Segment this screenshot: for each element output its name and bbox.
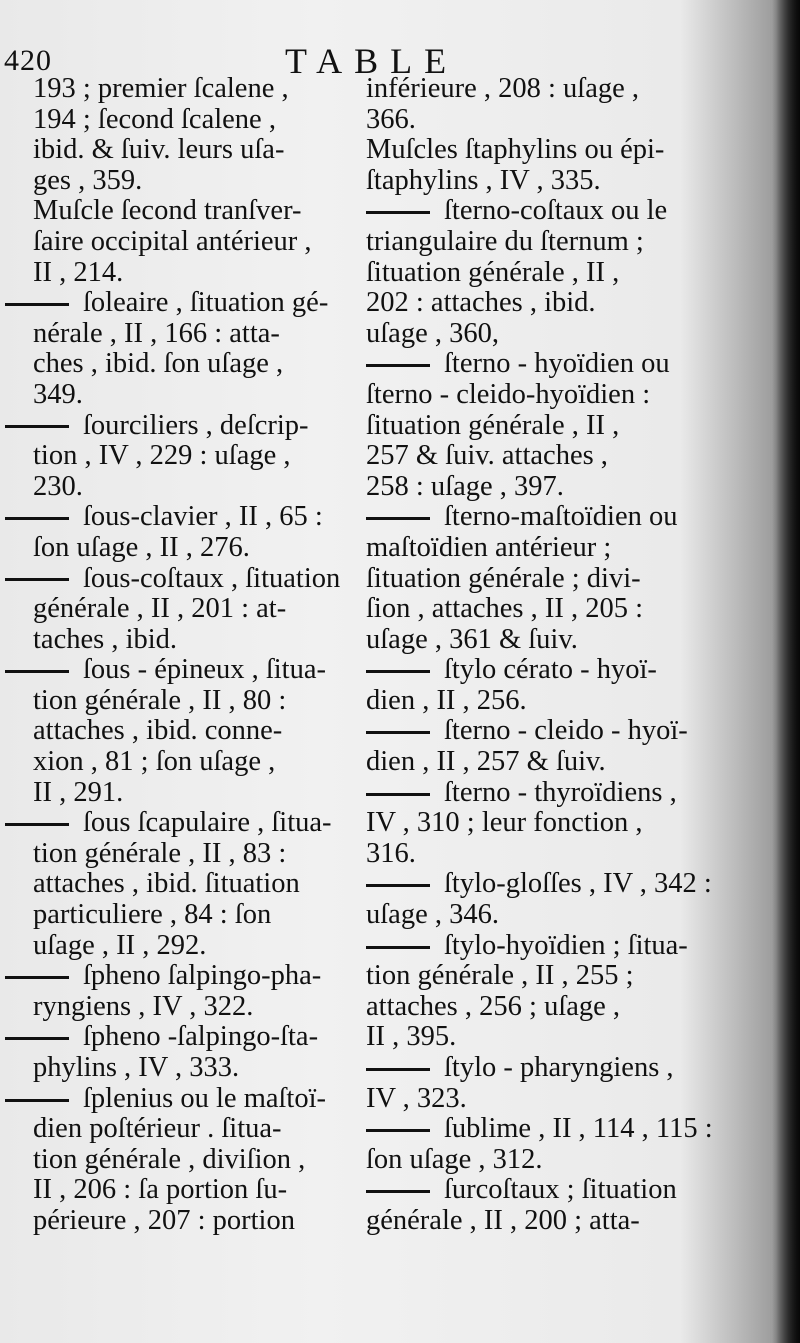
index-line-text: uſage , 361 & ſuiv. bbox=[366, 623, 578, 655]
index-line-text: ſon uſage , II , 276. bbox=[33, 531, 250, 563]
index-line-text: inférieure , 208 : uſage , bbox=[366, 73, 640, 104]
index-line-text: dien , II , 256. bbox=[366, 684, 527, 716]
index-line bbox=[366, 196, 706, 227]
index-line bbox=[33, 564, 348, 595]
index-line bbox=[366, 564, 706, 595]
repeat-entry-dash bbox=[5, 670, 69, 673]
repeat-entry-dash bbox=[366, 1129, 430, 1132]
index-line-text: Muſcle ſecond tranſver- bbox=[33, 195, 302, 227]
index-line bbox=[366, 166, 706, 197]
repeat-entry-dash bbox=[5, 1037, 69, 1040]
index-line-text: ſterno - hyoïdien ou bbox=[444, 348, 670, 380]
index-line bbox=[33, 655, 348, 686]
index-line bbox=[33, 778, 348, 809]
index-line bbox=[33, 258, 348, 289]
index-line bbox=[366, 74, 706, 105]
repeat-entry-dash bbox=[5, 303, 69, 306]
index-line-text: 230. bbox=[33, 470, 83, 502]
index-line bbox=[366, 1175, 706, 1206]
index-line-text: uſage , II , 292. bbox=[33, 929, 207, 961]
index-line bbox=[366, 716, 706, 747]
index-line-text: ſous ſcapulaire , ſitua- bbox=[83, 807, 332, 839]
index-line-text: tion générale , II , 255 ; bbox=[366, 960, 634, 992]
repeat-entry-dash bbox=[5, 425, 69, 428]
index-line-text: ſtylo-gloſſes , IV , 342 : bbox=[444, 868, 712, 900]
index-line-text: taches , ibid. bbox=[33, 623, 178, 655]
index-line-text: ſterno - cleido-hyoïdien : bbox=[366, 378, 651, 410]
index-line bbox=[366, 441, 706, 472]
index-line bbox=[366, 747, 706, 778]
index-line bbox=[33, 349, 348, 380]
index-line bbox=[366, 1113, 713, 1145]
index-line-text: uſage , 346. bbox=[366, 899, 499, 931]
index-line bbox=[33, 441, 348, 472]
index-line-text: ſterno - cleido - hyoï- bbox=[444, 715, 688, 747]
repeat-entry-dash bbox=[366, 793, 430, 796]
index-line bbox=[33, 900, 348, 931]
index-line bbox=[33, 1053, 348, 1084]
index-line bbox=[33, 533, 348, 564]
index-line-text: ryngiens , IV , 322. bbox=[33, 990, 254, 1022]
index-line bbox=[366, 686, 706, 717]
index-line-text: ſterno-maſtoïdien ou bbox=[444, 501, 678, 533]
index-line-text: maſtoïdien antérieur ; bbox=[366, 531, 612, 563]
index-line bbox=[33, 1145, 348, 1176]
index-line-text: générale , II , 201 : at- bbox=[33, 593, 287, 625]
index-line bbox=[366, 808, 706, 839]
index-line-text: IV , 323. bbox=[366, 1082, 467, 1114]
index-line bbox=[366, 868, 712, 900]
index-line-text: attaches , ibid. ſituation bbox=[33, 868, 300, 900]
repeat-entry-dash bbox=[366, 1190, 430, 1193]
index-line bbox=[366, 839, 706, 870]
index-line bbox=[33, 105, 348, 136]
index-line-text: ſoleaire , ſituation gé- bbox=[83, 287, 329, 319]
index-line-text: Muſcles ſtaphylins ou épi- bbox=[366, 134, 665, 166]
index-line bbox=[33, 686, 348, 717]
index-line bbox=[366, 288, 706, 319]
index-line-text: ſpheno -ſalpingo-ſta- bbox=[83, 1021, 319, 1053]
page-edge-shadow bbox=[772, 0, 800, 1343]
index-line-text: dien poſtérieur . ſitua- bbox=[33, 1113, 282, 1145]
index-line bbox=[366, 135, 706, 166]
index-line bbox=[33, 227, 348, 258]
index-line bbox=[366, 961, 706, 992]
index-line bbox=[366, 594, 706, 625]
index-line-text: ſublime , II , 114 , 115 : bbox=[444, 1113, 713, 1145]
index-line-text: ſplenius ou le maſtoï- bbox=[83, 1082, 327, 1114]
index-line-text: II , 395. bbox=[366, 1021, 457, 1053]
index-line bbox=[366, 533, 706, 564]
index-line bbox=[33, 625, 348, 656]
index-line bbox=[33, 839, 348, 870]
index-line-text: ſtylo cérato - hyoï- bbox=[444, 654, 657, 686]
index-line-text: 349. bbox=[33, 378, 83, 410]
index-line bbox=[33, 135, 348, 166]
index-line-text: 257 & ſuiv. attaches , bbox=[366, 440, 608, 472]
index-line-text: ſterno-coſtaux ou le bbox=[444, 195, 668, 227]
index-line-text: phylins , IV , 333. bbox=[33, 1052, 240, 1083]
index-line bbox=[33, 196, 348, 227]
repeat-entry-dash bbox=[5, 976, 69, 979]
index-line bbox=[366, 900, 706, 931]
index-line bbox=[33, 288, 348, 319]
index-line bbox=[33, 1114, 348, 1145]
index-line-text: ſous-coſtaux , ſituation bbox=[83, 562, 341, 594]
index-line-text: II , 206 : ſa portion ſu- bbox=[33, 1174, 288, 1206]
index-line-text: ches , ibid. ſon uſage , bbox=[33, 348, 284, 380]
index-line bbox=[33, 319, 348, 350]
index-line-text: ibid. & ſuiv. leurs uſa- bbox=[33, 134, 285, 166]
index-line bbox=[33, 1022, 348, 1053]
repeat-entry-dash bbox=[366, 670, 430, 673]
repeat-entry-dash bbox=[5, 578, 69, 581]
index-line-text: ſous - épineux , ſitua- bbox=[83, 654, 326, 686]
index-line-text: tion générale , II , 80 : bbox=[33, 684, 287, 716]
index-line-text: ſterno - thyroïdiens , bbox=[444, 776, 677, 808]
repeat-entry-dash bbox=[5, 1099, 69, 1102]
index-line-text: uſage , 360, bbox=[366, 317, 499, 349]
index-line bbox=[33, 1175, 348, 1206]
index-line-text: 193 ; premier ſcalene , bbox=[33, 73, 289, 104]
index-line-text: attaches , 256 ; uſage , bbox=[366, 990, 621, 1022]
index-line-text: ſtylo - pharyngiens , bbox=[444, 1052, 674, 1083]
index-line bbox=[33, 74, 348, 105]
index-line-text: ſituation générale , II , bbox=[366, 256, 620, 288]
index-line bbox=[366, 992, 706, 1023]
index-line bbox=[33, 931, 348, 962]
index-line bbox=[366, 1084, 706, 1115]
index-line bbox=[366, 319, 706, 350]
index-line-text: ſurcoſtaux ; ſituation bbox=[444, 1174, 677, 1206]
index-line-text: ſituation générale ; divi- bbox=[366, 562, 641, 594]
index-line bbox=[366, 227, 706, 258]
index-line-text: ſpheno ſalpingo-pha- bbox=[83, 960, 322, 992]
repeat-entry-dash bbox=[366, 946, 430, 949]
index-line bbox=[33, 747, 348, 778]
index-line-text: ſtylo-hyoïdien ; ſitua- bbox=[444, 929, 688, 961]
index-column-left bbox=[33, 74, 348, 1237]
index-line bbox=[33, 1206, 348, 1237]
index-line bbox=[366, 1145, 706, 1176]
index-line-text: tion , IV , 229 : uſage , bbox=[33, 440, 291, 472]
index-line-text: générale , II , 200 ; atta- bbox=[366, 1204, 640, 1236]
index-line bbox=[366, 655, 706, 686]
repeat-entry-dash bbox=[5, 823, 69, 826]
index-line bbox=[366, 349, 706, 380]
repeat-entry-dash bbox=[366, 211, 430, 214]
index-line bbox=[33, 380, 348, 411]
index-line-text: tion générale , II , 83 : bbox=[33, 837, 287, 869]
running-title: TABLE bbox=[285, 41, 459, 81]
index-line-text: ſon uſage , 312. bbox=[366, 1143, 543, 1175]
index-line bbox=[33, 808, 348, 839]
index-line bbox=[366, 258, 706, 289]
index-line bbox=[366, 380, 706, 411]
index-line-text: périeure , 207 : portion bbox=[33, 1204, 295, 1236]
index-line-text: 366. bbox=[366, 103, 416, 135]
index-line-text: nérale , II , 166 : atta- bbox=[33, 317, 280, 349]
index-line bbox=[33, 594, 348, 625]
repeat-entry-dash bbox=[366, 1068, 430, 1071]
index-line bbox=[366, 625, 706, 656]
index-line-text: ſituation générale , II , bbox=[366, 409, 620, 441]
index-line-text: ſtaphylins , IV , 335. bbox=[366, 164, 601, 196]
index-line-text: 316. bbox=[366, 837, 416, 869]
index-line-text: ſourciliers , deſcrip- bbox=[83, 409, 309, 441]
repeat-entry-dash bbox=[366, 517, 430, 520]
index-line bbox=[33, 961, 348, 992]
index-line bbox=[366, 1206, 706, 1237]
index-line-text: 202 : attaches , ibid. bbox=[366, 287, 596, 319]
index-line-text: ſaire occipital antérieur , bbox=[33, 225, 312, 257]
index-line bbox=[366, 1022, 706, 1053]
index-line bbox=[366, 778, 706, 809]
index-line bbox=[33, 869, 348, 900]
index-line-text: 194 ; ſecond ſcalene , bbox=[33, 103, 276, 135]
index-line bbox=[366, 411, 706, 442]
index-line bbox=[33, 411, 348, 442]
index-line bbox=[33, 166, 348, 197]
index-column-right bbox=[366, 73, 713, 1237]
index-line bbox=[33, 472, 348, 503]
index-line-text: 258 : uſage , 397. bbox=[366, 470, 564, 502]
index-line-text: IV , 310 ; leur fonction , bbox=[366, 807, 643, 839]
index-line bbox=[33, 992, 348, 1023]
index-line bbox=[366, 472, 706, 503]
index-line-text: attaches , ibid. conne- bbox=[33, 715, 283, 747]
index-line-text: II , 214. bbox=[33, 256, 124, 288]
index-line-text: II , 291. bbox=[33, 776, 124, 808]
repeat-entry-dash bbox=[366, 364, 430, 367]
index-line bbox=[33, 502, 348, 533]
index-line-text: dien , II , 257 & ſuiv. bbox=[366, 746, 606, 778]
page-number: 420 bbox=[4, 44, 52, 77]
index-line-text: xion , 81 ; ſon uſage , bbox=[33, 746, 276, 778]
index-line-text: ſous-clavier , II , 65 : bbox=[83, 501, 323, 533]
repeat-entry-dash bbox=[5, 517, 69, 520]
index-line bbox=[366, 105, 706, 136]
index-line-text: ges , 359. bbox=[33, 164, 143, 196]
index-line-text: triangulaire du ſternum ; bbox=[366, 225, 644, 257]
index-line bbox=[366, 502, 706, 533]
repeat-entry-dash bbox=[366, 884, 430, 887]
index-line bbox=[33, 716, 348, 747]
index-line bbox=[33, 1084, 348, 1115]
index-line bbox=[366, 1053, 706, 1084]
index-line-text: ſion , attaches , II , 205 : bbox=[366, 593, 644, 625]
index-line-text: particuliere , 84 : ſon bbox=[33, 899, 272, 931]
index-line-text: tion générale , diviſion , bbox=[33, 1143, 306, 1175]
repeat-entry-dash bbox=[366, 731, 430, 734]
index-line bbox=[366, 931, 706, 962]
